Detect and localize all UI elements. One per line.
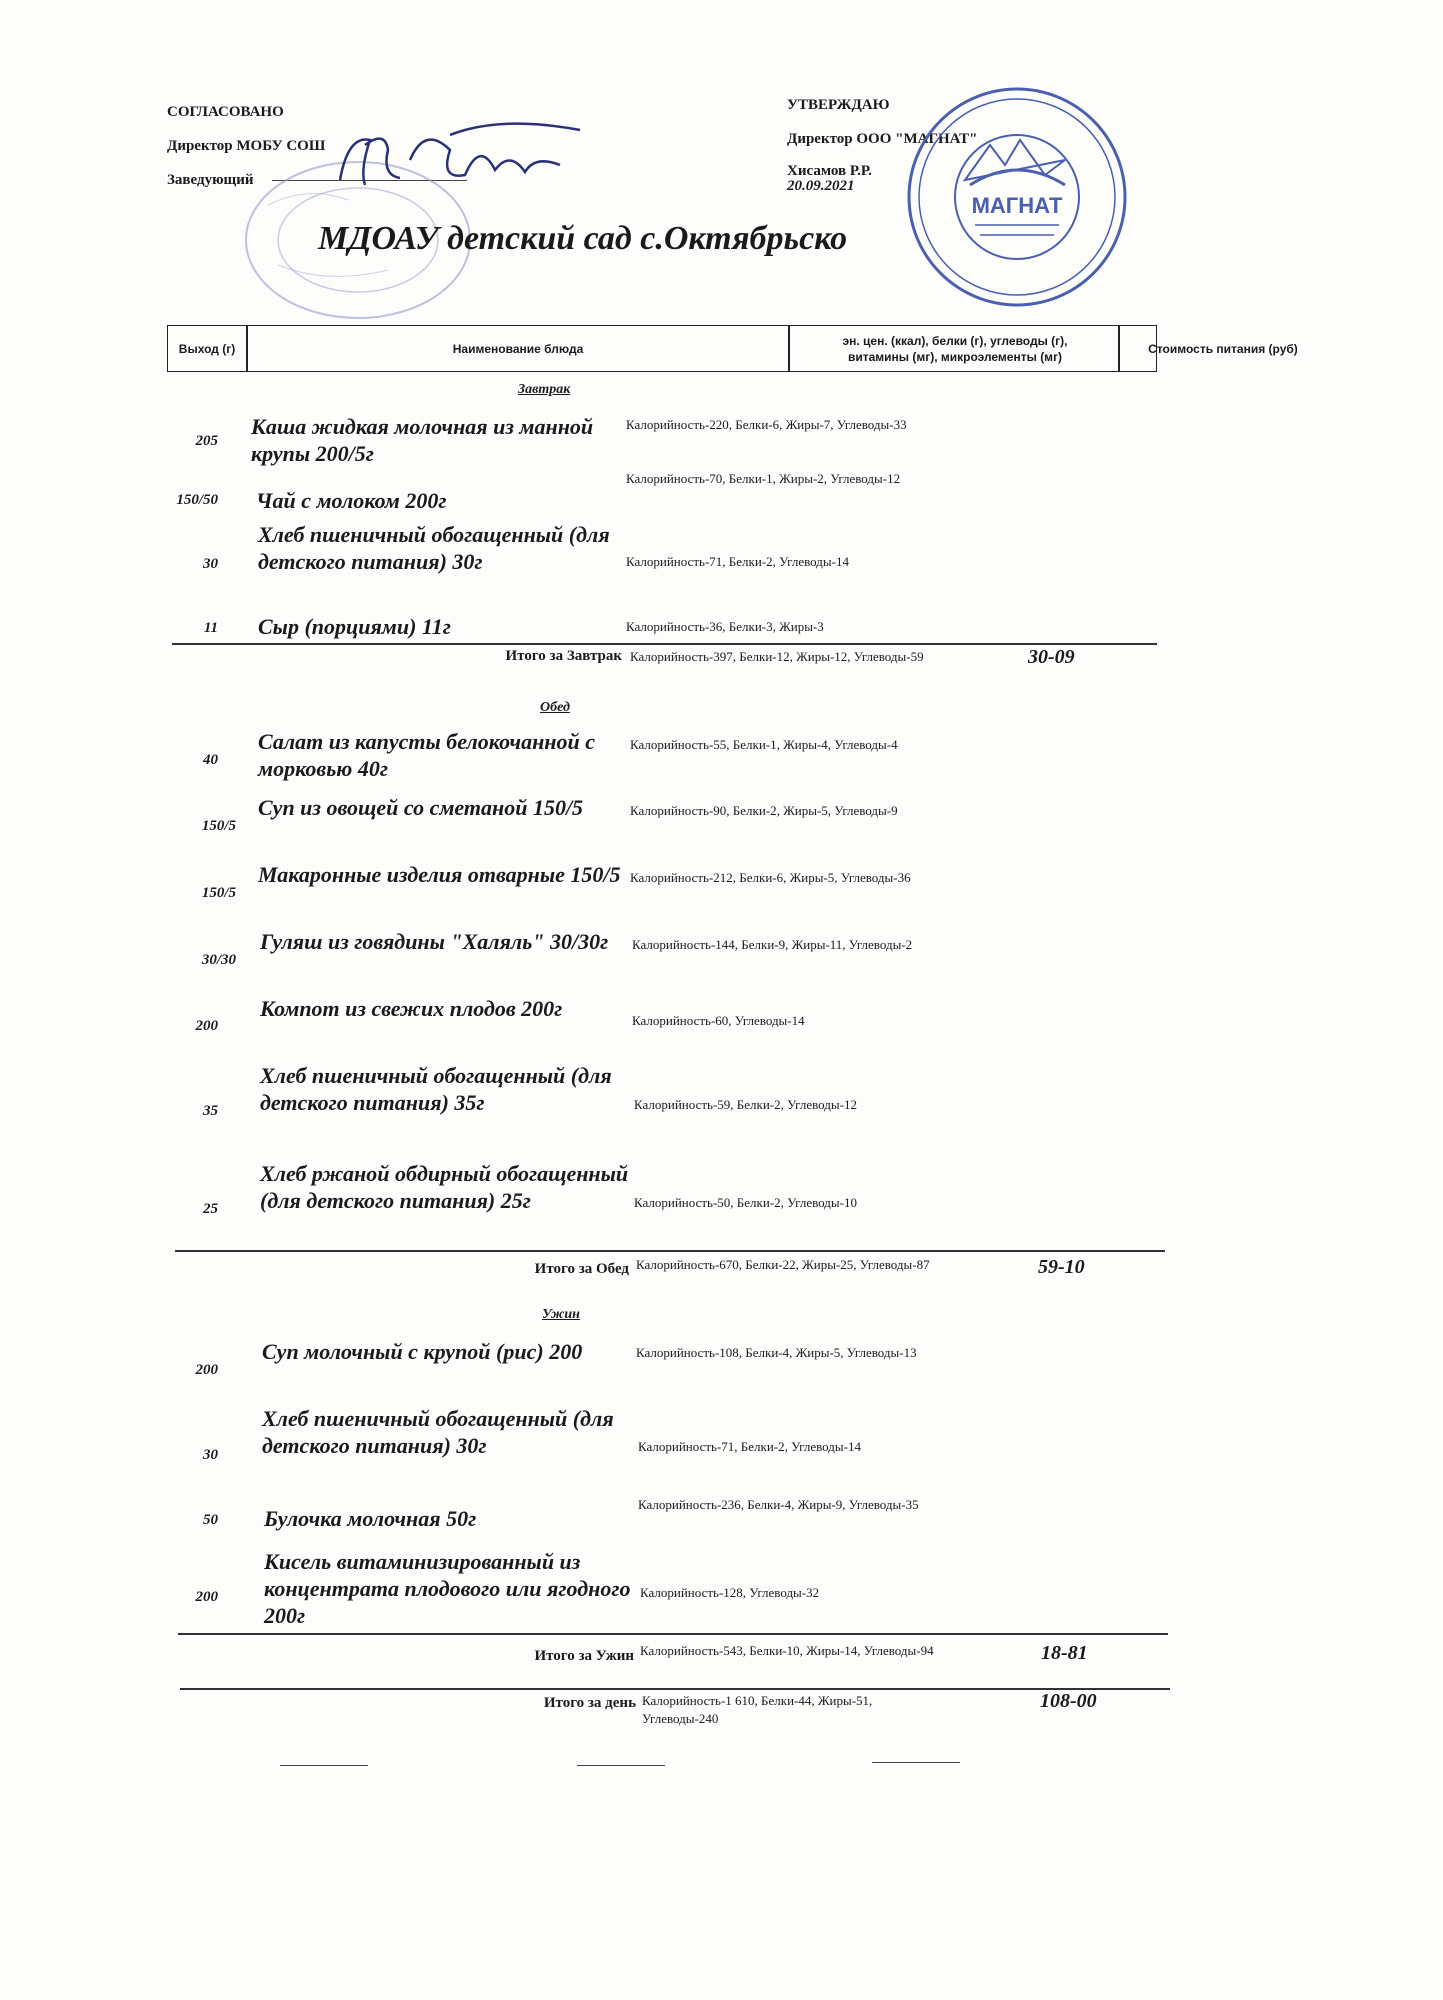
item-nutrition: Калорийность-70, Белки-1, Жиры-2, Углеводы-12 (626, 471, 901, 486)
col-nutrition (790, 326, 1120, 371)
day-total-nutrition: Калорийность-1 610, Белки-44, Жиры-51, Углеводы-240 (642, 1693, 873, 1726)
item-output: 35 (203, 1103, 218, 1119)
col-output: Выход (г) (178, 341, 236, 356)
divider (180, 1688, 1170, 1690)
total-nutrition: Калорийность-670, Белки-22, Жиры-25, Углеводы-87 (636, 1257, 930, 1272)
blank-line (280, 1765, 368, 1766)
agreed-head: Заведующий (167, 172, 254, 188)
blank-line (577, 1765, 665, 1766)
approved-date: 20.09.2021 (787, 178, 855, 194)
agreed-director: Директор МОБУ СОШ (167, 138, 326, 154)
approved-label: УТВЕРЖДАЮ (787, 97, 890, 113)
approved-director: Директор ООО "МАГНАТ" (787, 131, 978, 147)
day-total-label: Итого за день (543, 1695, 636, 1711)
day-total-cost: 108-00 (1040, 1690, 1097, 1712)
item-nutrition: Калорийность-71, Белки-2, Углеводы-14 (638, 1439, 861, 1454)
signature-icon (330, 120, 600, 200)
item-name: Хлеб ржаной обдирный обогащенный (для детского питания) 25г (260, 1161, 629, 1213)
item-output: 200 (195, 1589, 218, 1605)
col-nutrition-line1: эн. цен. (ккал), белки (г), углеводы (г), (842, 333, 1068, 348)
item-nutrition: Калорийность-108, Белки-4, Жиры-5, Углеводы-13 (636, 1345, 917, 1360)
item-output: 40 (203, 752, 218, 768)
total-nutrition: Калорийность-397, Белки-12, Жиры-12, Углеводы-59 (630, 649, 924, 664)
item-nutrition: Калорийность-220, Белки-6, Жиры-7, Углеводы-33 (626, 417, 907, 432)
item-output: 50 (203, 1512, 218, 1528)
item-name: Суп молочный с крупой (рис) 200 (262, 1339, 583, 1364)
item-name: Хлеб пшеничный обогащенный (для детского питания) 35г (260, 1063, 612, 1115)
blank-line (872, 1762, 960, 1763)
total-label: Итого за Обед (534, 1261, 629, 1277)
item-name: Гуляш из говядины "Халяль" 30/30г (260, 929, 609, 954)
approved-name: Хисамов Р.Р. (787, 163, 872, 179)
item-nutrition: Калорийность-55, Белки-1, Жиры-4, Углеводы-4 (630, 737, 898, 752)
table-header (167, 325, 1298, 372)
divider (178, 1633, 1168, 1635)
item-output: 30 (203, 556, 218, 572)
item-output: 150/5 (201, 885, 236, 901)
item-output: 150/50 (176, 492, 218, 508)
col-cost: Стоимость питания (руб) (1148, 341, 1298, 356)
item-name: Булочка молочная 50г (264, 1506, 477, 1531)
total-cost: 59-10 (1038, 1256, 1085, 1278)
item-nutrition: Калорийность-71, Белки-2, Углеводы-14 (626, 554, 849, 569)
col-dish: Наименование блюда (452, 341, 584, 356)
total-nutrition: Калорийность-543, Белки-10, Жиры-14, Углеводы-94 (640, 1643, 934, 1658)
item-nutrition: Калорийность-212, Белки-6, Жиры-5, Углеводы-36 (630, 870, 911, 885)
item-name: Каша жидкая молочная из манной крупы 200/5г (251, 414, 594, 466)
stamp-text: МАГНАТ (971, 193, 1063, 218)
divider (175, 1250, 1165, 1252)
item-output: 205 (195, 433, 218, 449)
item-name: Суп из овощей со сметаной 150/5 (258, 795, 584, 820)
item-name: Хлеб пшеничный обогащенный (для детского питания) 30г (258, 522, 610, 574)
item-nutrition: Калорийность-60, Углеводы-14 (632, 1013, 805, 1028)
item-name: Компот из свежих плодов 200г (260, 996, 563, 1021)
item-name: Макаронные изделия отварные 150/5 (258, 862, 621, 887)
total-label: Итого за Ужин (534, 1648, 634, 1664)
item-nutrition: Калорийность-59, Белки-2, Углеводы-12 (634, 1097, 857, 1112)
item-name: Хлеб пшеничный обогащенный (для детского питания) 30г (262, 1406, 614, 1458)
meal-breakfast: Завтрак (518, 382, 571, 397)
item-name: Сыр (порциями) 11г (258, 614, 451, 639)
item-nutrition: Калорийность-144, Белки-9, Жиры-11, Углеводы-2 (632, 937, 913, 952)
item-nutrition: Калорийность-36, Белки-3, Жиры-3 (626, 619, 824, 634)
item-nutrition: Калорийность-90, Белки-2, Жиры-5, Углеводы-9 (630, 803, 898, 818)
page-title: МДОАУ детский сад с.Октябрьско (318, 220, 848, 257)
item-output: 200 (195, 1018, 218, 1034)
item-output: 30 (203, 1447, 218, 1463)
total-cost: 18-81 (1041, 1642, 1088, 1664)
total-cost: 30-09 (1028, 646, 1075, 668)
agreed-label: СОГЛАСОВАНО (167, 104, 284, 120)
item-output: 25 (203, 1201, 218, 1217)
item-name: Салат из капусты белокочанной с морковью 40г (258, 729, 595, 781)
item-nutrition: Калорийность-128, Углеводы-32 (640, 1585, 820, 1600)
item-output: 30/30 (201, 952, 236, 968)
item-output: 200 (195, 1362, 218, 1378)
total-label: Итого за Завтрак (505, 648, 622, 664)
item-name: Кисель витаминизированный из концентрата плодового или ягодного 200г (264, 1549, 631, 1628)
divider (172, 643, 1157, 645)
item-output: 11 (203, 620, 218, 636)
item-output: 150/5 (201, 818, 236, 834)
item-nutrition: Калорийность-236, Белки-4, Жиры-9, Углеводы-35 (638, 1497, 919, 1512)
meal-dinner: Ужин (542, 1307, 580, 1322)
col-nutrition-line2: витамины (мг), микроэлементы (мг) (847, 349, 1063, 364)
item-name: Чай с молоком 200г (256, 488, 447, 513)
item-nutrition: Калорийность-50, Белки-2, Углеводы-10 (634, 1195, 857, 1210)
company-stamp-icon (895, 85, 1140, 310)
meal-lunch: Обед (540, 700, 570, 715)
